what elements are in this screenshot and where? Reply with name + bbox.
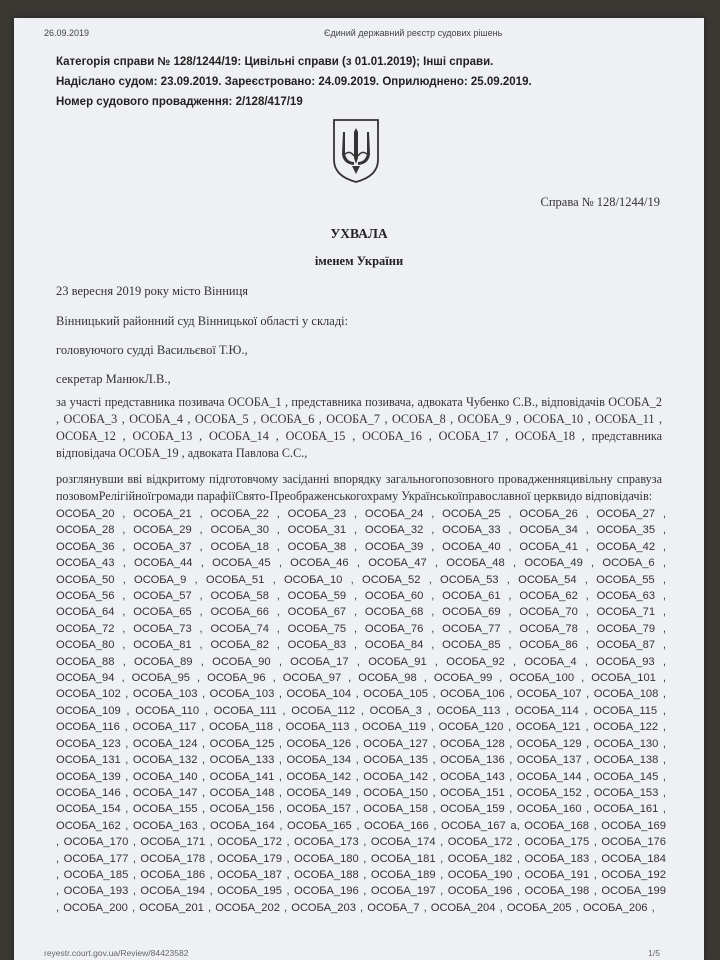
case-number: Справа № 128/1244/19 (540, 195, 660, 209)
doc-subtitle: іменем України (314, 254, 404, 268)
case-dates: Надіслано судом: 23.09.2019. Зареєстровано: 24.09.2019. Оприлюднено: 25.09.2019. (56, 76, 532, 88)
page-number: 1/5 (648, 948, 660, 958)
case-category: Категорія справи № 128/1244/19: Цивільні справи (з 01.01.2019); Інші справи. (56, 56, 494, 68)
proceeding-number: Номер судового провадження: 2/128/417/19 (56, 96, 303, 108)
considered-paragraph: розглянувши вві відкритому підготовчому засіданні впорядку загальногопозовного провадженняцивільну справуза позовомРелігійноїгромади парафіїСвято-Преображенськогохраму Українськоїправославної церквидо відповідачів: (56, 472, 662, 504)
defendants-list: ОСОБА_20 , ОСОБА_21 , ОСОБА_22 , ОСОБА_23 , ОСОБА_24 , ОСОБА_25 , ОСОБА_26 , ОСОБА_27 , ОСОБА_28 , ОСОБА_29 , ОСОБА_30 , ОСОБА_31 , ОСОБА_32 , ОСОБА_33 , ОСОБА_34 , ОСОБА_35 , ОСОБА_36 , ОСОБА_37 , ОСОБА_18 , ОСОБА_38 , ОСОБА_39 , ОСОБА_40 , ОСОБА_41 , ОСОБА_42 , ОСОБА_43 , ОСОБА_44 , ОСОБА_45 , ОСОБА_46 , ОСОБА_47 , ОСОБА_48 , ОСОБА_49 , ОСОБА_6 , ОСОБА_50 , ОСОБА_9 , ОСОБА_51 , ОСОБА_10 , ОСОБА_52 , ОСОБА_53 , ОСОБА_54 , ОСОБА_55 , ОСОБА_56 , ОСОБА_57 , ОСОБА_58 , ОСОБА_59 , ОСОБА_60 , ОСОБА_61 , ОСОБА_62 , ОСОБА_63 , ОСОБА_64 , ОСОБА_65 , ОСОБА_66 , ОСОБА_67 , ОСОБА_68 , ОСОБА_69 , ОСОБА_70 , ОСОБА_71 , ОСОБА_72 , ОСОБА_73 , ОСОБА_74 , ОСОБА_75 , ОСОБА_76 , ОСОБА_77 , ОСОБА_78 , ОСОБА_79 , ОСОБА_80 , ОСОБА_81 , ОСОБА_82 , ОСОБА_83 , ОСОБА_84 , ОСОБА_85 , ОСОБА_86 , ОСОБА_87 , ОСОБА_88 , ОСОБА_89 , ОСОБА_90 , ОСОБА_17 , ОСОБА_91 , ОСОБА_92 , ОСОБА_4 , ОСОБА_93 , ОСОБА_94 , ОСОБА_95 , ОСОБА_96 , ОСОБА_97 , ОСОБА_98 , ОСОБА_99 , ОСОБА_100 , ОСОБА_101 , ОСОБА_102 , ОСОБА_103 , ОСОБА_103 , ОСОБА_104 , ОСОБА_105 , ОСОБА_106 , ОСОБА_107 , ОСОБА_108 , ОСОБА_109 , ОСОБА_110 , ОСОБА_111 , ОСОБА_112 , ОСОБА_3 , ОСОБА_113 , ОСОБА_114 , ОСОБА_115 , ОСОБА_116 , ОСОБА_117 , ОСОБА_118 , ОСОБА_113 , ОСОБА_119 , ОСОБА_120 , ОСОБА_121 , ОСОБА_122 , ОСОБА_123 , ОСОБА_124 , ОСОБА_125 , ОСОБА_126 , ОСОБА_127 , ОСОБА_128 , ОСОБА_129 , ОСОБА_130 , ОСОБА_131 , ОСОБА_132 , ОСОБА_133 , ОСОБА_134 , ОСОБА_135 , ОСОБА_136 , ОСОБА_137 , ОСОБА_138 , ОСОБА_139 , ОСОБА_140 , ОСОБА_141 , ОСОБА_142 , ОСОБА_142 , ОСОБА_143 , ОСОБА_144 , ОСОБА_145 , ОСОБА_146 , ОСОБА_147 , ОСОБА_148 , ОСОБА_149 , ОСОБА_150 , ОСОБА_151 , ОСОБА_152 , ОСОБА_153 , ОСОБА_154 , ОСОБА_155 , ОСОБА_156 , ОСОБА_157 , ОСОБА_158 , ОСОБА_159 , ОСОБА_160 , ОСОБА_161 , ОСОБА_162 , ОСОБА_163 , ОСОБА_164 , ОСОБА_165 , ОСОБА_166 , ОСОБА_167 а, ОСОБА_168 , ОСОБА_169 , ОСОБА_170 , ОСОБА_171 , ОСОБА_172 , ОСОБА_173 , ОСОБА_174 , ОСОБА_172 , ОСОБА_175 , ОСОБА_176 , ОСОБА_177 , ОСОБА_178 , ОСОБА_179 , ОСОБА_180 , ОСОБА_181 , ОСОБА_182 , ОСОБА_183 , ОСОБА_184 , ОСОБА_185 , ОСОБА_186 , ОСОБА_187 , ОСОБА_188 , ОСОБА_189 , ОСОБА_190 , ОСОБА_191 , ОСОБА_192 , ОСОБА_193 , ОСОБА_194 , ОСОБА_195 , ОСОБА_196 , ОСОБА_197 , ОСОБА_196 , ОСОБА_198 , ОСОБА_199 , ОСОБА_200 , ОСОБА_201 , ОСОБА_202 , ОСОБА_203 , ОСОБА_7 , ОСОБА_204 , ОСОБА_205 , ОСОБА_206 , (56, 508, 666, 914)
secretary-line: секретар МанюкЛ.В., (56, 372, 171, 386)
doc-title: УХВАЛА (330, 226, 388, 241)
date-place: 23 вересня 2019 року місто Вінниця (56, 284, 249, 298)
court-name: Вінницький районний суд Вінницької області у складі: (56, 314, 349, 328)
print-date: 26.09.2019 (44, 28, 90, 38)
registry-name: Єдиний державний реєстр судових рішень (324, 28, 503, 38)
document-page (14, 18, 704, 960)
participants-paragraph: за участі представника позивача ОСОБА_1 , представника позивача, адвоката Чубенко С.В., відповідачів ОСОБА_2 , ОСОБА_3 , ОСОБА_4 , ОСОБА_5 , ОСОБА_6 , ОСОБА_7 , ОСОБА_8 , ОСОБА_9 , ОСОБА_10 , ОСОБА_11 , ОСОБА_12 , ОСОБА_13 , ОСОБА_14 , ОСОБА_15 , ОСОБА_16 , ОСОБА_17 , ОСОБА_18 , представника відповідача ОСОБА_19 , адвоката Павлова С.С., (56, 395, 662, 461)
judge-line: головуючого судді Васильєвої Т.Ю., (56, 343, 248, 357)
source-url: reyestr.court.gov.ua/Review/84423582 (44, 948, 189, 958)
ukraine-coat-of-arms-icon (331, 118, 381, 184)
